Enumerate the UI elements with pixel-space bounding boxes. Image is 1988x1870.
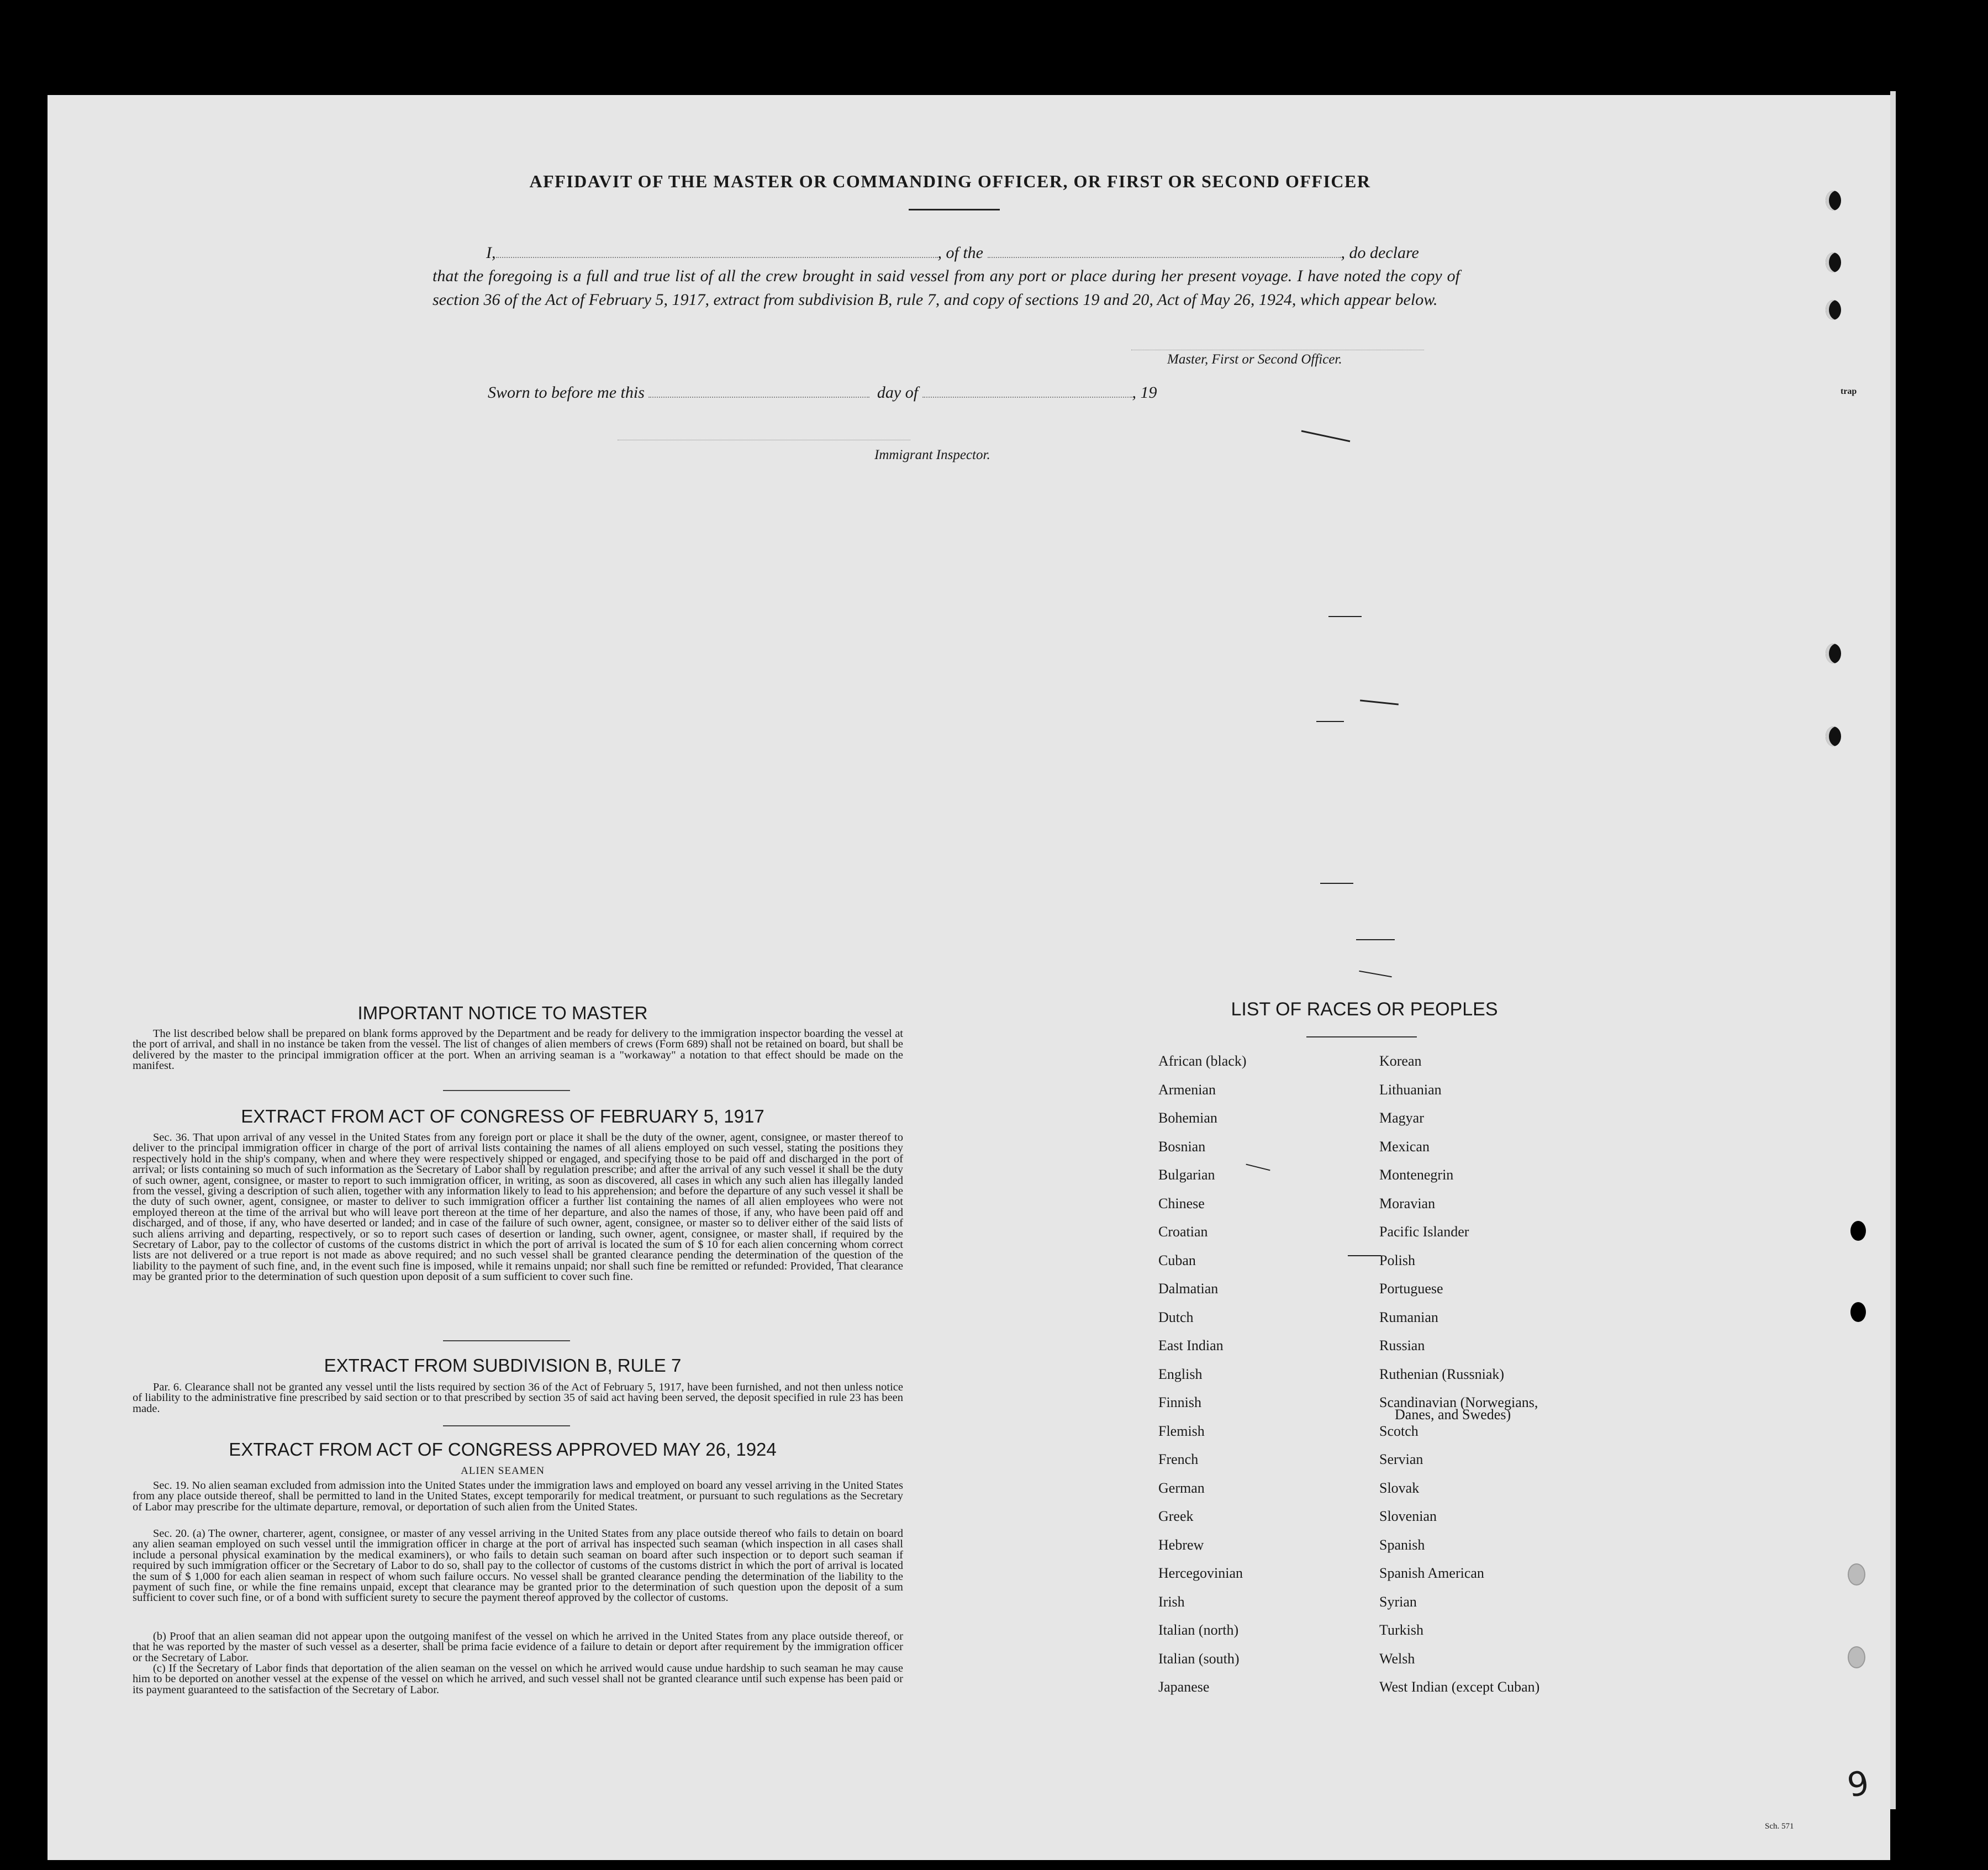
race-item: Russian <box>1379 1337 1425 1353</box>
race-item: Cuban <box>1158 1252 1196 1268</box>
race-item: Portuguese <box>1379 1281 1443 1297</box>
section-divider <box>443 1090 570 1091</box>
race-item: Bohemian <box>1158 1110 1217 1126</box>
sec19-text: Sec. 19. No alien seaman excluded from admission into the United States under the immigration laws and employed on board any vessel arriving in the United States from any place outside thereof, shall be permitted to land in the United States, except temporarily for medical treatment, or pursuant to such regulations as the Secretary of Labor may prescribe for the ultimate departure, removal, or deportation of such alien from the United States. <box>133 1479 903 1513</box>
master-signature-label: Master, First or Second Officer. <box>1167 352 1342 367</box>
race-item: Greek <box>1158 1508 1194 1524</box>
race-item: Japanese <box>1158 1679 1210 1695</box>
race-item: English <box>1158 1366 1203 1382</box>
race-item: Croatian <box>1158 1224 1208 1240</box>
race-item: Spanish <box>1379 1536 1425 1553</box>
race-item: Syrian <box>1379 1593 1417 1610</box>
binder-hole-icon <box>1826 300 1841 320</box>
declare-label: , do declare <box>1341 244 1419 262</box>
race-item: Spanish American <box>1379 1565 1484 1581</box>
title-divider <box>909 209 1000 210</box>
race-item: German <box>1158 1479 1205 1496</box>
binder-hole-icon <box>1848 1646 1865 1668</box>
race-item: Scotch <box>1379 1423 1419 1439</box>
race-item: Armenian <box>1158 1081 1216 1098</box>
race-item: Servian <box>1379 1451 1423 1467</box>
race-item: Slovenian <box>1379 1508 1437 1524</box>
race-item: Finnish <box>1158 1394 1202 1410</box>
race-item: Montenegrin <box>1379 1167 1454 1183</box>
extract-1924-title: EXTRACT FROM ACT OF CONGRESS APPROVED MAY 26, 1924 <box>229 1439 777 1460</box>
race-item: Mexican <box>1379 1138 1430 1155</box>
race-item: Irish <box>1158 1593 1185 1610</box>
races-title: LIST OF RACES OR PEOPLES <box>1231 999 1498 1020</box>
section-divider <box>443 1340 570 1341</box>
binder-hole-icon <box>1826 726 1841 746</box>
day-field[interactable] <box>648 382 869 398</box>
sheet-edge <box>1890 91 1896 1809</box>
race-item: Italian (north) <box>1158 1622 1239 1638</box>
race-item: Rumanian <box>1379 1309 1438 1325</box>
sec20b-text: (b) Proof that an alien seaman did not appear upon the outgoing manifest of the vessel on which he arrived in the United States from any place outside thereof, or that he was reported by the master of such vessel as a deserter, shall be prima facie evidence of a failure to detain or deport after requirement by the immigration officer or the Secretary of Labor. <box>133 1630 903 1664</box>
name-field[interactable] <box>496 240 938 258</box>
race-item: East Indian <box>1158 1337 1224 1353</box>
sworn-label: Sworn to before me this <box>488 383 645 402</box>
month-field[interactable] <box>922 382 1132 398</box>
race-item: Welsh <box>1379 1650 1415 1667</box>
race-item: West Indian (except Cuban) <box>1379 1679 1540 1695</box>
i-label: I, <box>486 244 496 262</box>
pen-mark <box>1316 721 1344 722</box>
races-divider <box>1306 1036 1417 1037</box>
rule7-title: EXTRACT FROM SUBDIVISION B, RULE 7 <box>324 1355 682 1376</box>
pen-mark <box>1356 939 1395 940</box>
race-item: Polish <box>1379 1252 1416 1268</box>
race-item: Chinese <box>1158 1195 1205 1211</box>
race-item: Turkish <box>1379 1622 1423 1638</box>
sec20a-text: Sec. 20. (a) The owner, charterer, agent, consignee, or master of any vessel arriving in the United States from any place outside thereof who fails to detain on board any alien seaman employed on such vessel until the immigration officer in charge at the port of arrival has inspected such seaman (which inspection in all cases shall include a personal physical examination by the medical examiners), or who fails to detain such seaman on board after such inspection or to deport such seaman if required by such immigration officer or the Secretary of Labor to do so, shall pay to the collector of customs of the customs district in which the port of arrival is located the sum of $ 1,000 for each alien seaman in respect of whom such failure occurs. No vessel shall be granted clearance pending the determination of the liability to the payment of such fine, or while the fine remains unpaid, except that clearance may be granted prior to the determination of such question upon the deposit of a sum sufficient to cover such fine, or of a bond with sufficient surety to secure the payment thereof approved by the collector of customs. <box>133 1527 903 1604</box>
binder-hole-icon <box>1826 191 1841 210</box>
race-item: Moravian <box>1379 1195 1436 1211</box>
extract-1917-title: EXTRACT FROM ACT OF CONGRESS OF FEBRUARY 5, 1917 <box>241 1106 764 1126</box>
race-item: Slovak <box>1379 1479 1420 1496</box>
race-item: Hercegovinian <box>1158 1565 1243 1581</box>
of-the-label: , of the <box>937 244 983 262</box>
sec20c-text: (c) If the Secretary of Labor finds that deportation of the alien seaman on the vessel on which he arrived would cause undue hardship to such seaman he may cause him to be deported on another vessel at the expense of the vessel on which he arrived, and such vessel shall not be granted clearance until such expense has been paid or its payment guaranteed to the satisfaction of the Secretary of Labor. <box>133 1662 903 1696</box>
race-item: Dutch <box>1158 1309 1194 1325</box>
notice-text: The list described below shall be prepared on blank forms approved by the Department and be ready for delivery to the immigration inspector boarding the vessel at the port of arrival, and shall in no instance be taken from the vessel. The list of changes of alien members of crews (Form 689) shall not be retained on board, but shall be delivered by the master to the principal immigration officer at the port. When an arriving seaman is a "workaway" a notation to that effect should be made on the manifest. <box>133 1028 903 1072</box>
race-item: French <box>1158 1451 1199 1467</box>
pen-mark <box>1320 883 1353 884</box>
race-continuation: Danes, and Swedes) <box>1395 1407 1511 1423</box>
race-item: Scandinavian (Norwegians, <box>1379 1394 1538 1410</box>
day-of-label: day of <box>877 383 919 402</box>
inspector-signature-label: Immigrant Inspector. <box>874 447 990 462</box>
race-item: Korean <box>1379 1053 1422 1069</box>
schedule-number: Sch. 571 <box>1765 1822 1794 1831</box>
pen-mark <box>1348 1255 1381 1256</box>
binder-hole-icon <box>1848 1563 1865 1585</box>
race-item: Lithuanian <box>1379 1081 1442 1098</box>
race-item: Bulgarian <box>1158 1167 1215 1183</box>
race-item: Italian (south) <box>1158 1650 1240 1667</box>
binder-hole-icon <box>1826 644 1841 663</box>
binder-hole-icon <box>1826 252 1841 272</box>
corner-mark: 9 <box>1844 1763 1872 1805</box>
sworn-line <box>488 382 1157 402</box>
section-divider <box>443 1425 570 1426</box>
side-mark: trap <box>1841 387 1857 396</box>
race-item: Dalmatian <box>1158 1281 1219 1297</box>
binder-hole-icon <box>1850 1221 1866 1241</box>
binder-hole-icon <box>1850 1302 1866 1322</box>
race-item: Flemish <box>1158 1423 1205 1439</box>
pen-mark <box>1328 616 1362 617</box>
race-item: Pacific Islander <box>1379 1224 1469 1240</box>
extract-1917-text: Sec. 36. That upon arrival of any vessel in the United States from any foreign port or place it shall be the duty of the owner, agent, consignee, or master thereof to deliver to the principal immigration officer in charge of the port of arrival lists containing the names of all aliens employed on such vessel, stating the positions they respectively hold in the ship's company, when and where they were respectively shipped or engaged, and specifying those to be paid off and discharged in the port of arrival; or lists containing so much of such information as the Secretary of Labor shall by regulation prescribe; and after the arrival of any such vessel it shall be the duty of such owner, agent, consignee, or master to report to such immigration officer, in writing, as soon as discovered, all cases in which any such alien has illegally landed from the vessel, giving a description of such alien, together with any information likely to lead to his apprehension; and before the departure of any such vessel it shall be the duty of such owner, agent, consignee, or master to deliver to such immigration officer a further list containing the names of all alien employees who were not employed thereon at the time of the arrival but who will leave port thereon at the time of her departure, and also the names of those, if any, who have been paid off and discharged, and of those, if any, who have deserted or landed; and in case of the failure of such owner, agent, consignee, or master so to deliver either of the said lists of such aliens arriving and departing, respectively, or so to report such cases of desertion or landing, such owner, agent, consignee, or master shall, if required by the Secretary of Labor, pay to the collector of customs of the customs district in which the port of arrival is located the sum of $ 10 for each alien concerning whom correct lists are not delivered or a true report is not made as above required; and no such vessel shall be granted clearance pending the determination of the question of the liability to the payment of such fine, and, in the event such fine is imposed, while it remains unpaid; nor shall such fine be remitted or refunded: Provided, That clearance may be granted prior to the determination of such question upon deposit of a sum sufficient to cover such fine. <box>133 1131 903 1283</box>
race-item: African (black) <box>1158 1053 1247 1069</box>
extract-1924-subtitle: ALIEN SEAMEN <box>461 1465 545 1477</box>
race-item: Hebrew <box>1158 1536 1204 1553</box>
affidavit-body: that the foregoing is a full and true list of all the crew brought in said vessel from any port or place during her present voyage. I have noted the copy of section 36 of the Act of February 5, 1917, extract from subdivision B, rule 7, and copy of sections 19 and 20, Act of May 26, 1924, which appear below. <box>433 267 1460 309</box>
year-label: , 19 <box>1132 383 1157 402</box>
race-item: Bosnian <box>1158 1138 1206 1155</box>
affidavit-declaration-line <box>486 240 1419 262</box>
notice-title: IMPORTANT NOTICE TO MASTER <box>357 1003 648 1023</box>
rule7-text: Par. 6. Clearance shall not be granted any vessel until the lists required by section 36 of the Act of February 5, 1917, have been furnished, and not then unless notice of liability to the administrative fine prescribed by said section or to that prescribed by section 35 of said act having been served, the deposit specified in rule 23 has been made. <box>133 1381 903 1415</box>
race-item: Magyar <box>1379 1110 1424 1126</box>
vessel-field[interactable] <box>988 240 1341 258</box>
race-item: Ruthenian (Russniak) <box>1379 1366 1505 1382</box>
affidavit-title: AFFIDAVIT OF THE MASTER OR COMMANDING OFFICER, OR FIRST OR SECOND OFFICER <box>529 171 1371 191</box>
